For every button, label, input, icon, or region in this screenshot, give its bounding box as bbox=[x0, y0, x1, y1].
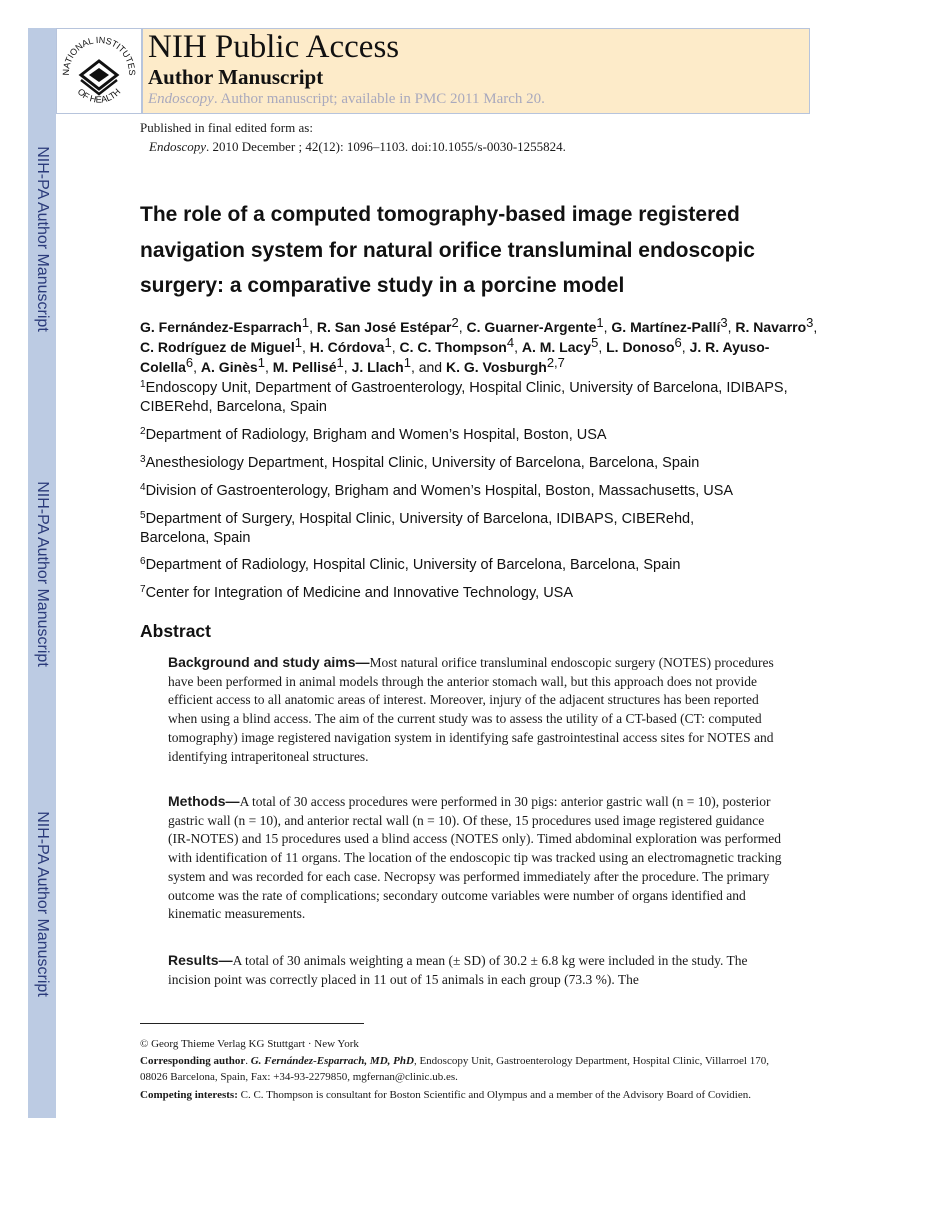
side-label-2: NIH-PA Author Manuscript bbox=[34, 481, 51, 667]
author-separator: , bbox=[598, 339, 607, 355]
publication-info bbox=[140, 118, 566, 156]
background-lead: Background and study aims— bbox=[168, 654, 370, 670]
nih-logo-icon bbox=[57, 29, 141, 113]
author-separator: , bbox=[727, 319, 736, 335]
author-affiliation-ref: 4 bbox=[506, 335, 515, 350]
author-name: C. Guarner-Argente bbox=[466, 319, 597, 335]
nih-logo bbox=[56, 28, 142, 114]
author-affiliation-ref: 1 bbox=[596, 315, 604, 330]
results-lead: Results— bbox=[168, 952, 233, 968]
author-list bbox=[140, 317, 820, 377]
results-text: A total of 30 animals weighting a mean (± SD) of 30.2 ± 6.8 kg were included in the study. The incision point was correctly placed in 11 out of 15 animals in each group (73.3 %). The bbox=[168, 953, 748, 987]
affiliation-2 bbox=[140, 426, 820, 445]
author-affiliation-ref: 1 bbox=[384, 335, 392, 350]
affiliation-number: 6 bbox=[140, 556, 146, 567]
author-name: C. Rodríguez de Miguel bbox=[140, 339, 295, 355]
corresponding-author-note: Corresponding author. G. Fernández-Esparrach, MD, PhD, Endoscopy Unit, Gastroenterology Department, Hospital Clinic, Villarroel 170, 08026 Barcelona, Spain, Fax: +34-93-2279850, mgfernan@clinic.ub.es. bbox=[140, 1055, 769, 1083]
author-name: J. R. Ayuso-Colella bbox=[140, 339, 770, 375]
author-separator: , bbox=[302, 339, 310, 355]
author-affiliation-ref: 1 bbox=[257, 355, 265, 370]
abstract-results bbox=[168, 951, 786, 989]
author-name: A. Ginès bbox=[200, 359, 258, 375]
affiliation-text: Department of Surgery, Hospital Clinic, University of Barcelona, IDIBAPS, CIBERehd, Barcelona, Spain bbox=[140, 511, 695, 546]
author-name: R. Navarro bbox=[735, 319, 807, 335]
article-title: The role of a computed tomography-based image registered navigation system for natural orifice transluminal endoscopic surgery: a comparative study in a porcine model bbox=[140, 203, 755, 297]
author-separator: , bbox=[681, 339, 690, 355]
corresponding-name: G. Fernández-Esparrach, MD, PhD bbox=[250, 1055, 414, 1067]
competing-label: Competing interests: bbox=[140, 1089, 238, 1101]
citation bbox=[140, 137, 566, 156]
author-name: H. Córdova bbox=[309, 339, 385, 355]
corresponding-text: , Endoscopy Unit, Gastroenterology Department, Hospital Clinic, Villarroel 170, 08026 Barcelona, Spain, Fax: +34-93-2279850, mgfernan@clinic.ub.es. bbox=[140, 1055, 769, 1083]
author-name: G. Martínez-Pallí bbox=[611, 319, 721, 335]
author-name: R. San José Estépar bbox=[316, 319, 452, 335]
affiliation-text: Anesthesiology Department, Hospital Clinic, University of Barcelona, Barcelona, Spain bbox=[145, 455, 700, 471]
author-affiliation-ref: 3 bbox=[806, 315, 814, 330]
affiliation-number: 1 bbox=[140, 379, 146, 390]
footnote-divider bbox=[140, 1023, 364, 1024]
author-affiliation-ref: 3 bbox=[720, 315, 728, 330]
affiliation-number: 3 bbox=[140, 454, 146, 465]
citation-text: . 2010 December ; 42(12): 1096–1103. doi:10.1055/s-0030-1255824. bbox=[206, 139, 566, 154]
header-journal: Endoscopy bbox=[148, 91, 214, 107]
author-affiliation-ref: 6 bbox=[674, 335, 682, 350]
author-affiliation-ref: 1 bbox=[294, 335, 303, 350]
nih-public-access-header bbox=[142, 28, 810, 114]
affiliation-number: 4 bbox=[140, 482, 146, 493]
affiliation-3 bbox=[140, 454, 820, 473]
author-affiliation-ref: 1 bbox=[403, 355, 411, 370]
author-separator: , bbox=[343, 359, 352, 375]
affiliation-text: Center for Integration of Medicine and Innovative Technology, USA bbox=[145, 585, 574, 601]
abstract-heading: Abstract bbox=[140, 621, 211, 641]
affiliation-4 bbox=[140, 482, 820, 501]
author-name: M. Pellisé bbox=[272, 359, 337, 375]
background-text: Most natural orifice transluminal endoscopic surgery (NOTES) procedures have been performed in animal models through the anterior stomach wall, but this approach does not provide efficient access to all anatomic areas of interest. Moreover, injury of the adjacent structures has been reported when using a blind access. The aim of the current study was to assess the utility of a CT-based (CT: computed tomography) image registered navigation system in identifying safe gastrointestinal access sites for NOTES and identifying intraperitoneal structures. bbox=[168, 655, 774, 764]
abstract-methods bbox=[168, 792, 786, 924]
side-label-1: NIH-PA Author Manuscript bbox=[34, 146, 51, 332]
author-separator: , bbox=[264, 359, 273, 375]
author-separator: , bbox=[514, 339, 522, 355]
author-affiliation-ref: 1 bbox=[336, 355, 344, 370]
author-name: G. Fernández-Esparrach bbox=[140, 319, 302, 335]
logo-text-top: NATIONAL INSTITUTES bbox=[60, 34, 138, 76]
competing-interests-note bbox=[140, 1087, 785, 1103]
author-separator: , bbox=[193, 359, 201, 375]
author-separator: , bbox=[813, 319, 818, 335]
affiliation-text: Endoscopy Unit, Department of Gastroenterology, Hospital Clinic, University of Barcelona, IDIBAPS, CIBERehd, Barcelona, Spain bbox=[140, 380, 788, 415]
author-name: L. Donoso bbox=[606, 339, 675, 355]
header-title: NIH Public Access bbox=[148, 29, 400, 65]
affiliation-text: Department of Radiology, Hospital Clinic, University of Barcelona, Barcelona, Spain bbox=[145, 557, 681, 573]
affiliation-6 bbox=[140, 556, 820, 575]
author-affiliation-ref: 2,7 bbox=[546, 355, 565, 370]
affiliation-text: Division of Gastroenterology, Brigham and Women’s Hospital, Boston, Massachusetts, USA bbox=[145, 483, 734, 499]
affiliation-5 bbox=[140, 510, 760, 548]
corresponding-label: Corresponding author bbox=[140, 1055, 246, 1067]
affiliation-number: 2 bbox=[140, 426, 146, 437]
author-name: K. G. Vosburgh bbox=[445, 359, 547, 375]
author-name: J. Llach bbox=[351, 359, 404, 375]
author-affiliation-ref: 6 bbox=[185, 355, 194, 370]
author-affiliation-ref: 1 bbox=[301, 315, 310, 330]
author-separator: , bbox=[603, 319, 612, 335]
header-availability-text: . Author manuscript; available in PMC 2011 March 20. bbox=[213, 91, 545, 107]
author-affiliation-ref: 5 bbox=[591, 335, 599, 350]
copyright-note: © Georg Thieme Verlag KG Stuttgart · New York bbox=[140, 1038, 359, 1050]
methods-lead: Methods— bbox=[168, 793, 240, 809]
published-label: Published in final edited form as: bbox=[140, 120, 313, 135]
author-separator: , bbox=[391, 339, 400, 355]
author-separator: , bbox=[458, 319, 467, 335]
header-availability bbox=[148, 91, 545, 108]
author-separator: , and bbox=[410, 359, 446, 375]
competing-text: C. C. Thompson is consultant for Boston Scientific and Olympus and a member of the Advisory Board of Covidien. bbox=[237, 1089, 751, 1101]
side-label-3: NIH-PA Author Manuscript bbox=[34, 811, 51, 997]
citation-journal: Endoscopy bbox=[149, 139, 207, 154]
affiliation-number: 7 bbox=[140, 584, 146, 595]
abstract-background bbox=[168, 653, 786, 766]
author-name: C. C. Thompson bbox=[399, 339, 507, 355]
affiliation-number: 5 bbox=[140, 510, 146, 521]
affiliation-text: Department of Radiology, Brigham and Women’s Hospital, Boston, USA bbox=[145, 427, 607, 443]
affiliation-1 bbox=[140, 379, 820, 417]
affiliation-7 bbox=[140, 584, 820, 603]
logo-text-bottom: OF HEALTH bbox=[75, 86, 123, 105]
author-affiliation-ref: 2 bbox=[451, 315, 459, 330]
author-name: A. M. Lacy bbox=[521, 339, 592, 355]
header-subtitle: Author Manuscript bbox=[148, 65, 324, 89]
author-separator: , bbox=[309, 319, 317, 335]
methods-text: A total of 30 access procedures were performed in 30 pigs: anterior gastric wall (n = 10), posterior gastric wall (n = 10), and anterior rectal wall (n = 10). Of these, 15 procedures used image registered guidance (IR-NOTES) and 15 procedures used a blind access (NOTES only). Timed abdominal exploration was performed with identification of 11 organs. The location of the endoscopic tip was tracked using an electromagnetic tracking system and was recorded for each case. Necropsy was performed immediately after the procedure. The primary outcome was the rate of complications; secondary outcome variables were number of organs identified and kinematic measurements. bbox=[168, 794, 782, 922]
